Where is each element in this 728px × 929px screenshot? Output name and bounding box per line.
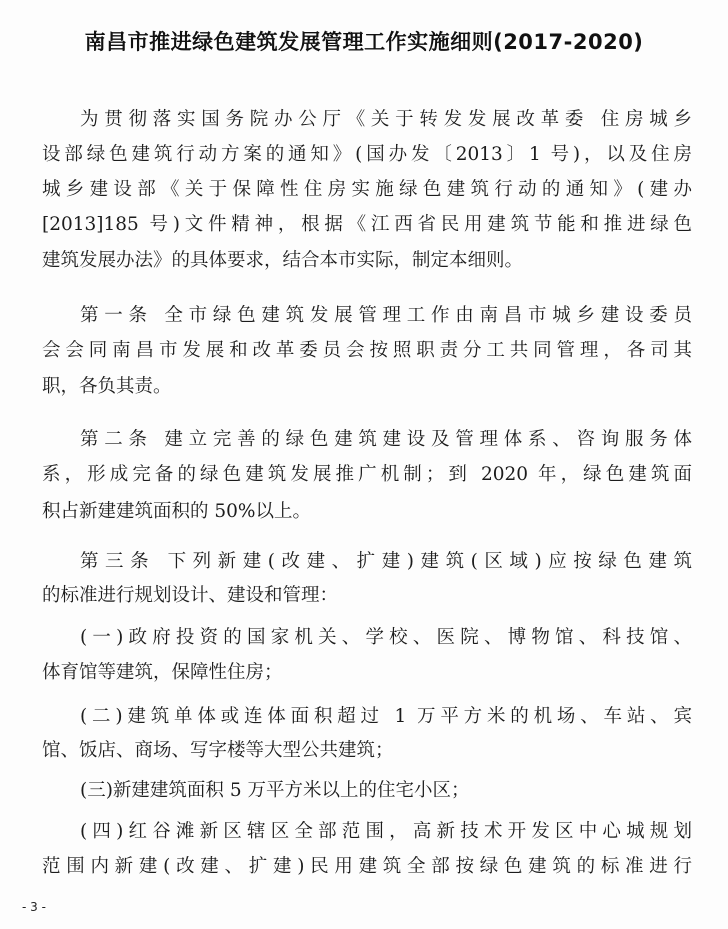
article-3-line: 第三条 下列新建(改建、扩建)建筑(区域)应按绿色建筑 [80,551,692,572]
list-item-line: 馆、饭店、商场、写字楼等大型公共建筑； [42,740,394,761]
list-item-line: 体育馆等建筑，保障性住房； [42,662,283,683]
paragraph-line: 设部绿色建筑行动方案的通知》(国办发〔2013〕1 号)，以及住房 [42,144,692,165]
list-item-line: (二)建筑单体或连体面积超过 1 万平方米的机场、车站、宾 [80,706,692,727]
list-item-line: (一)政府投资的国家机关、学校、医院、博物馆、科技馆、 [80,627,692,648]
article-2-line: 积占新建建筑面积的 50%以上。 [42,501,312,522]
paragraph-line: 为贯彻落实国务院办公厅《关于转发发展改革委 住房城乡 [80,109,692,130]
paragraph-line: [2013]185 号)文件精神，根据《江西省民用建筑节能和推进绿色 [42,214,692,235]
list-item-line: (三)新建建筑面积 5 万平方米以上的住宅小区； [80,780,470,801]
article-1-line: 会会同南昌市发展和改革委员会按照职责分工共同管理，各司其 [42,340,692,361]
article-2-line: 系，形成完备的绿色建筑发展推广机制；到 2020 年，绿色建筑面 [42,464,692,485]
article-2-line: 第二条 建立完善的绿色建筑建设及管理体系、咨询服务体 [80,429,692,450]
document-title: 南昌市推进绿色建筑发展管理工作实施细则(2017-2020) [84,30,644,54]
list-item-line: (四)红谷滩新区辖区全部范围，高新技术开发区中心城规划 [80,821,692,842]
article-3-line: 的标准进行规划设计、建设和管理： [42,585,339,606]
list-item-line: 范围内新建(改建、扩建)民用建筑全部按绿色建筑的标准进行 [42,856,692,877]
article-1-line: 第一条 全市绿色建筑发展管理工作由南昌市城乡建设委员 [80,305,692,326]
paragraph-line: 建筑发展办法》的具体要求，结合本市实际，制定本细则。 [42,250,524,271]
article-1-line: 职，各负其责。 [42,376,172,397]
paragraph-line: 城乡建设部《关于保障性住房实施绿色建筑行动的通知》(建办 [42,179,692,200]
page-number: - 3 - [22,900,46,914]
